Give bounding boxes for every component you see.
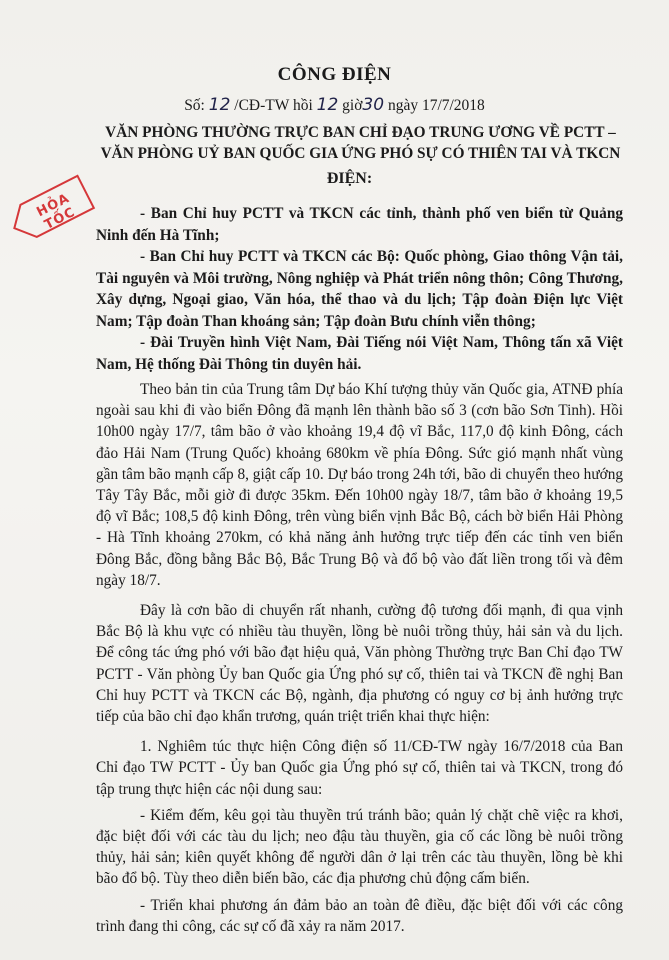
body-paragraph: - Triển khai phương án đảm bảo an toàn đê điều, đặc biệt đối với các công trình đang thi công, các sự cố đã xảy ra năm 2017. <box>96 896 623 935</box>
ref-prefix: Số: <box>184 97 205 114</box>
ref-middle: /CĐ-TW hồi <box>234 97 313 114</box>
ref-minute-handwritten: 30 <box>362 95 385 115</box>
body-paragraph: Đây là cơn bão di chuyển rất nhanh, cường độ tương đối mạnh, đi qua vịnh Bắc Bộ là khu vực có nhiều tàu thuyền, lồng bè nuôi trồng thủy, hải sản và du lịch. Để công tác ứng phó với bão đạt hiệu quả, Văn phòng Thường trực Ban Chỉ đạo TW PCTT - Văn phòng Ủy ban Quốc gia Ứng phó sự cố, thiên tai và TKCN đề nghị Ban Chỉ huy PCTT và TKCN các Bộ, ngành, địa phương có nguy cơ bị ảnh hưởng trực tiếp của bão chỉ đạo khẩn trương, quán triệt triển khai thực hiện: <box>96 602 623 726</box>
dien-heading: ĐIỆN: <box>326 170 373 187</box>
document-title: CÔNG ĐIỆN <box>277 64 392 85</box>
recipients-list <box>96 203 623 375</box>
stamp-text: HỎA TỐC <box>34 190 78 233</box>
recipient-item: - Ban Chỉ huy PCTT và TKCN các Bộ: Quốc phòng, Giao thông Vận tải, Tài nguyên và Môi trường, Nông nghiệp và Phát triển nông thôn; Công Thương, Xây dựng, Ngoại giao, Văn hóa, thể thao và du lịch; Tập đoàn Điện lực Việt Nam; Tập đoàn Than khoáng sản; Tập đoàn Bưu chính viễn thông; <box>96 248 623 330</box>
body-paragraph: - Kiểm đếm, kêu gọi tàu thuyền trú tránh bão; quản lý chặt chẽ việc ra khơi, đặc biệt đối với các tàu du lịch; neo đậu tàu thuyền, gia cố các lồng bè nuôi trồng thủy, hải sản; kiên quyết không để người dân ở lại trên các tàu thuyền, lồng bè khi bão đổ bộ. Tùy theo diễn biến bão, các địa phương chủ động cấm biển. <box>96 806 623 888</box>
ref-gio: giờ <box>342 97 363 114</box>
ref-date: ngày 17/7/2018 <box>387 97 485 114</box>
recipient-item: - Ban Chỉ huy PCTT và TKCN các tỉnh, thành phố ven biển từ Quảng Ninh đến Hà Tĩnh; <box>96 205 623 244</box>
document-reference <box>0 95 669 115</box>
issuing-office <box>82 122 639 164</box>
body-paragraph: Theo bản tin của Trung tâm Dự báo Khí tượng thủy văn Quốc gia, ATNĐ phía ngoài sau khi đi vào biển Đông đã mạnh lên thành bão số 3 (cơn bão Sơn Tinh). Hồi 10h00 ngày 17/7, tâm bão ở vào khoảng 19,4 độ vĩ Bắc, 117,0 độ kinh Đông, cách đảo Hải Nam (Trung Quốc) khoảng 680km về phía Đông. Sức gió mạnh nhất vùng gần tâm bão mạnh cấp 8, giật cấp 10. Dự báo trong 24h tới, bão di chuyển theo hướng Tây Tây Bắc, mỗi giờ đi được 35km. Đến 10h00 ngày 18/7, tâm bão ở khoảng 19,5 độ vĩ Bắc; 108,5 độ kinh Đông, trên vùng biển vịnh Bắc Bộ, cách bờ biển Hải Phòng - Hà Tĩnh khoảng 270km, có khả năng ảnh hưởng trực tiếp đến các tỉnh ven biển Đông Bắc, đồng bằng Bắc Bộ, Bắc Trung Bộ và đổ bộ vào đất liền trong tối và đêm ngày 18/7. <box>96 381 623 589</box>
ref-number-handwritten: 12 <box>208 95 231 115</box>
body-paragraph: 1. Nghiêm túc thực hiện Công điện số 11/CĐ-TW ngày 16/7/2018 của Ban Chỉ đạo TW PCTT - Ủy ban Quốc gia Ứng phó sự cố, thiên tai và TKCN, trong đó tập trung thực hiện các nội dung sau: <box>96 738 623 798</box>
office-line-1: VĂN PHÒNG THƯỜNG TRỰC BAN CHỈ ĐẠO TRUNG ƯƠNG VỀ PCTT – <box>105 124 616 141</box>
ref-hour-handwritten: 12 <box>316 95 339 115</box>
document-body <box>96 379 623 942</box>
recipient-item: - Đài Truyền hình Việt Nam, Đài Tiếng nói Việt Nam, Thông tấn xã Việt Nam, Hệ thống Đài Thông tin duyên hải. <box>96 334 623 373</box>
office-line-2: VĂN PHÒNG UỶ BAN QUỐC GIA ỨNG PHÓ SỰ CÓ THIÊN TAI VÀ TKCN <box>100 145 621 162</box>
